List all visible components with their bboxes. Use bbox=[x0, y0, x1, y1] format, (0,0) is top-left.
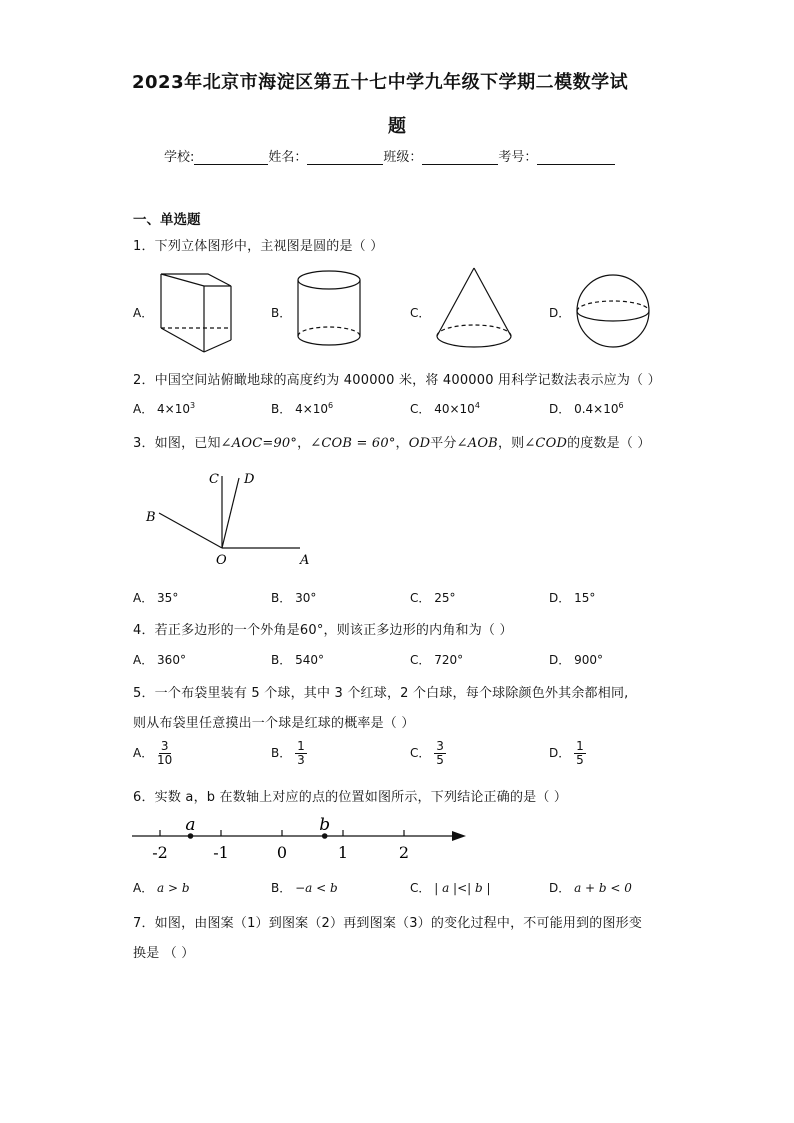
option-label: C． bbox=[410, 402, 431, 416]
q4-stem: 4．若正多边形的一个外角是60°，则该正多边形的内角和为（ ） bbox=[133, 623, 513, 638]
option-label: C． bbox=[410, 881, 431, 895]
q3-option-c bbox=[410, 589, 456, 606]
label-c: C bbox=[209, 472, 219, 487]
q4-option-c bbox=[410, 651, 463, 668]
q6-option-d bbox=[549, 879, 632, 896]
q3-text: 平分 bbox=[430, 436, 457, 451]
q3-option-d bbox=[549, 589, 595, 606]
tick-label: 2 bbox=[398, 843, 410, 862]
fraction bbox=[434, 740, 446, 767]
option-label: D． bbox=[549, 402, 571, 416]
numerator: 1 bbox=[576, 739, 584, 753]
q5-option-a bbox=[133, 740, 172, 767]
option-text: a + b < 0 bbox=[574, 881, 632, 895]
label-d: D bbox=[244, 472, 255, 487]
denominator: 10 bbox=[157, 753, 173, 767]
q2-option-d bbox=[549, 400, 624, 417]
option-label: D． bbox=[549, 881, 571, 895]
label-b: B bbox=[146, 510, 156, 525]
q3-option-b bbox=[271, 589, 316, 606]
sphere-figure bbox=[574, 274, 654, 350]
q2-option-c bbox=[410, 400, 480, 417]
option-text: 40×10 bbox=[434, 402, 475, 416]
q4-option-d bbox=[549, 651, 603, 668]
number-line-figure bbox=[130, 812, 470, 864]
q3-math: ∠COD bbox=[524, 436, 568, 451]
option-label: C． bbox=[410, 653, 431, 667]
angle-figure bbox=[140, 466, 320, 571]
option-label: A． bbox=[133, 746, 154, 760]
q6-stem: 6．实数 a，b 在数轴上对应的点的位置如图所示，下列结论正确的是（ ） bbox=[133, 790, 568, 805]
q3-text: 的度数是（ ） bbox=[567, 436, 651, 451]
q1-option-a-label: A． bbox=[133, 306, 154, 320]
q7-stem-line-2: 换是 （ ） bbox=[133, 946, 195, 961]
tick-label: 1 bbox=[337, 843, 349, 862]
q1-option-d-label: D． bbox=[549, 306, 571, 320]
q3-text: ，则 bbox=[497, 436, 525, 451]
numerator: 3 bbox=[160, 739, 169, 753]
q5-stem-line-1: 5．一个布袋里装有 5 个球，其中 3 个红球，2 个白球，每个球除颜色外其余都相同, bbox=[133, 686, 629, 701]
q2-option-b bbox=[271, 400, 333, 417]
q6-option-c bbox=[410, 879, 491, 896]
option-text: 0.4×10 bbox=[574, 402, 619, 416]
option-text: 4×10 bbox=[157, 402, 191, 416]
q1-option-c-label: C． bbox=[410, 306, 431, 320]
option-text: 360° bbox=[157, 653, 186, 667]
label-o: O bbox=[216, 553, 227, 568]
option-label: C． bbox=[410, 591, 431, 605]
triangular-prism-figure bbox=[158, 268, 236, 358]
q3-math: ∠COB = 60° bbox=[310, 436, 396, 451]
option-text: 540° bbox=[295, 653, 324, 667]
q3-option-a bbox=[133, 589, 178, 606]
title-line-2: 题 bbox=[388, 116, 407, 137]
q3-stem bbox=[133, 432, 651, 451]
student-info bbox=[164, 146, 615, 165]
numerator: 3 bbox=[436, 739, 444, 753]
q3-math: OD bbox=[408, 436, 431, 451]
option-exponent: 3 bbox=[190, 401, 196, 410]
label-a: A bbox=[300, 553, 310, 568]
q3-text: 3．如图，已知 bbox=[133, 436, 221, 451]
q3-text: ， bbox=[395, 436, 409, 451]
q5-option-b bbox=[271, 740, 307, 767]
q2-stem: 2．中国空间站俯瞰地球的高度约为 400000 米，将 400000 用科学记数法表示应为（ ） bbox=[133, 373, 661, 388]
tick-label: -1 bbox=[213, 843, 229, 862]
option-label: D． bbox=[549, 746, 571, 760]
option-text: 720° bbox=[434, 653, 464, 667]
option-text: 25° bbox=[434, 591, 456, 605]
q6-option-a bbox=[133, 879, 190, 896]
q1-stem: 1．下列立体图形中，主视图是圆的是（ ） bbox=[133, 239, 384, 254]
cylinder-figure bbox=[296, 268, 366, 348]
option-text: 15° bbox=[574, 591, 596, 605]
denominator: 3 bbox=[297, 753, 305, 767]
section-heading: 一、单选题 bbox=[133, 212, 201, 228]
tick-label: 0 bbox=[276, 843, 288, 862]
q5-option-c bbox=[410, 740, 446, 767]
option-label: A． bbox=[133, 591, 154, 605]
option-text: 30° bbox=[295, 591, 317, 605]
fraction bbox=[295, 740, 307, 767]
option-text: −a < b bbox=[295, 881, 338, 895]
class-blank[interactable] bbox=[422, 150, 498, 165]
option-label: B． bbox=[271, 402, 292, 416]
fraction bbox=[157, 740, 172, 767]
q3-math: ∠AOC=90° bbox=[220, 436, 298, 451]
q3-math: ∠AOB bbox=[456, 436, 498, 451]
q5-option-d bbox=[549, 740, 586, 767]
school-blank[interactable] bbox=[194, 150, 268, 165]
q2-option-a bbox=[133, 400, 195, 417]
option-text: 35° bbox=[157, 591, 179, 605]
option-label: A． bbox=[133, 402, 154, 416]
option-label: D． bbox=[549, 653, 571, 667]
q4-option-a bbox=[133, 651, 186, 668]
class-label: 班级： bbox=[383, 150, 423, 165]
option-exponent: 6 bbox=[328, 401, 334, 410]
denominator: 5 bbox=[436, 753, 444, 767]
option-label: B． bbox=[271, 653, 292, 667]
name-label: 姓名： bbox=[268, 150, 308, 165]
option-exponent: 4 bbox=[474, 401, 480, 410]
tick-label: -2 bbox=[152, 843, 168, 862]
option-text: 900° bbox=[574, 653, 603, 667]
title-line-1: 2023年北京市海淀区第五十七中学九年级下学期二模数学试 bbox=[132, 72, 629, 93]
q1-option-b-label: B． bbox=[271, 306, 292, 320]
option-text: 4×10 bbox=[295, 402, 329, 416]
point-label-a: a bbox=[185, 815, 196, 835]
option-text: | a |<| b | bbox=[434, 881, 491, 895]
option-label: B． bbox=[271, 746, 292, 760]
name-blank[interactable] bbox=[307, 150, 383, 165]
numerator: 1 bbox=[297, 739, 305, 753]
point-label-b: b bbox=[319, 815, 331, 835]
q5-stem-line-2: 则从布袋里任意摸出一个球是红球的概率是（ ） bbox=[133, 716, 415, 731]
option-label: A． bbox=[133, 653, 154, 667]
option-label: C． bbox=[410, 746, 431, 760]
fraction bbox=[574, 740, 586, 767]
q6-option-b bbox=[271, 879, 338, 896]
axis-arrow bbox=[452, 831, 466, 841]
denominator: 5 bbox=[576, 753, 584, 767]
option-label: B． bbox=[271, 881, 292, 895]
q3-text: ， bbox=[297, 436, 311, 451]
option-label: D． bbox=[549, 591, 571, 605]
number-blank[interactable] bbox=[537, 150, 615, 165]
school-label: 学校: bbox=[164, 150, 195, 165]
option-label: B． bbox=[271, 591, 292, 605]
cone-figure bbox=[434, 266, 520, 356]
q4-option-b bbox=[271, 651, 324, 668]
option-text: a > b bbox=[157, 881, 190, 895]
q7-stem-line-1: 7．如图，由图案（1）到图案（2）再到图案（3）的变化过程中，不可能用到的图形变 bbox=[133, 916, 643, 931]
number-label: 考号： bbox=[498, 150, 538, 165]
option-exponent: 6 bbox=[618, 401, 624, 410]
option-label: A． bbox=[133, 881, 154, 895]
